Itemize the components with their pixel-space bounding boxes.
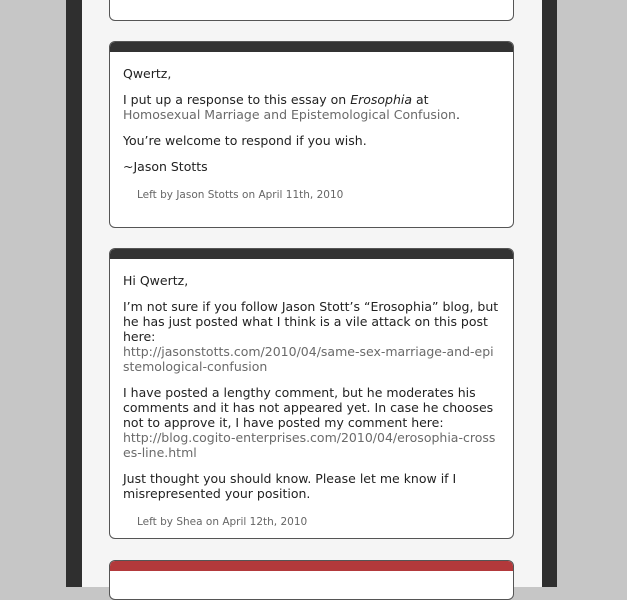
comment-author: Jason Stotts [176,189,239,201]
comment-signature: ~Jason Stotts [123,159,208,174]
comment-date: April 11th, 2010 [258,189,344,201]
comment-partial-top [109,0,514,21]
comment-author: Shea [176,516,203,528]
comment-paragraph: You’re welcome to respond if you wish. [123,133,367,148]
meta-on: on [242,189,256,201]
comment-meta [137,188,500,203]
meta-on: on [205,516,219,528]
comment-paragraph [123,385,500,460]
comment-meta [137,515,500,530]
comment-card [109,248,514,539]
comment-header-bar [110,249,513,259]
meta-left-by: Left by [137,189,173,201]
comment-header-bar [110,561,513,571]
comment-date: April 12th, 2010 [222,516,308,528]
comment-body [110,259,513,539]
comment-paragraph [123,92,500,122]
comment-emphasis: Erosophia [350,92,413,107]
comment-paragraph: Just thought you should know. Please let me know if I misrepresented your position. [123,471,457,501]
meta-left-by: Left by [137,516,173,528]
comment-text: . [455,107,460,122]
comment-header-bar [110,42,513,52]
comment-greeting: Qwertz, [123,66,172,81]
essay-link[interactable]: Homosexual Marriage and Epistemological Confusion [123,107,456,122]
comment-partial-bottom [109,560,514,600]
comment-greeting: Hi Qwertz, [123,273,189,288]
comment-text: I put up a response to this essay on [123,92,351,107]
cogito-link[interactable]: http://blog.cogito-enterprises.com/2010/04/erosophia-crosses-line.html [123,430,496,460]
jasonstotts-link[interactable]: http://jasonstotts.com/2010/04/same-sex-marriage-and-epistemological-confusion [123,344,494,374]
comment-text: I have posted a lengthy comment, but he moderates his comments and it has not appeared yet. In case he chooses not to approve it, I have posted my comment here: [123,385,494,430]
comment-card [109,41,514,228]
comment-text: at [412,92,429,107]
comment-body [110,52,513,217]
comment-text: I’m not sure if you follow Jason Stott’s “Erosophia” blog, but he has just posted what I think is a vile attack on this post here: [123,299,499,344]
comment-paragraph [123,299,500,374]
